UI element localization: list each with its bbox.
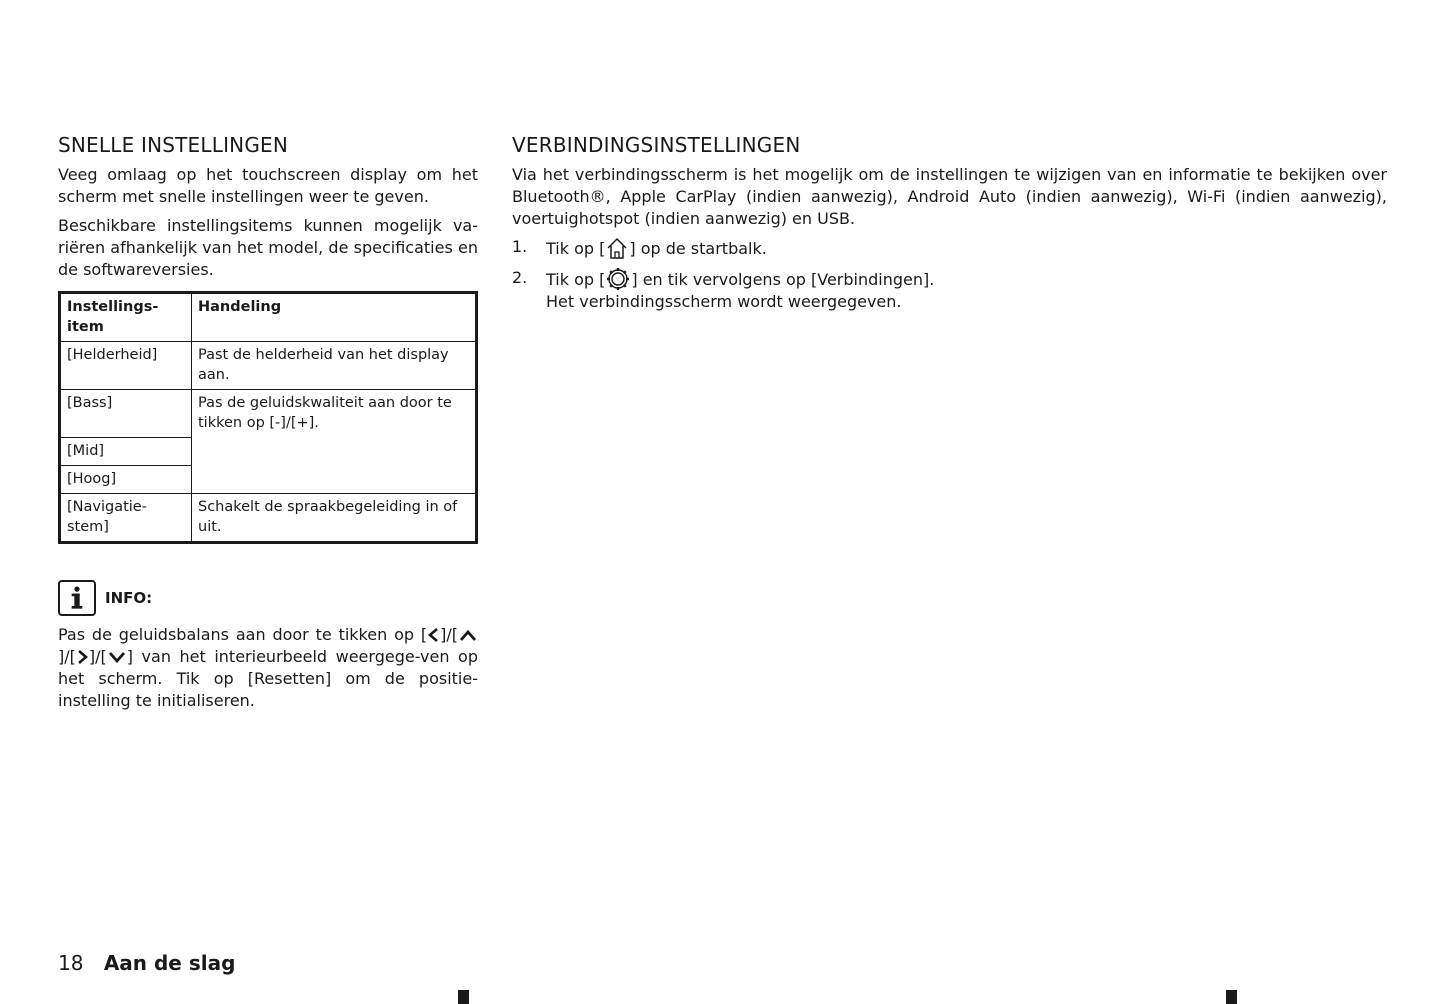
quick-settings-table: [58, 291, 478, 544]
table-header-row: [60, 293, 477, 342]
table-header-item: Instellings-item: [60, 293, 192, 342]
info-text: [58, 624, 478, 712]
connection-settings-intro: Via het verbindingsscherm is het mogelijk om de instellingen te wijzigen van en informatie te bekijken over Bluetooth®, Apple CarPlay (indien aanwezig), Android Auto (indien aanwezig), Wi-Fi (indien aanwezig), voertuighotspot (indien aanwezig) en USB.: [512, 165, 1387, 228]
info-icon: [58, 580, 96, 616]
table-cell-action: Pas de geluidskwaliteit aan door te tikken op [-]/[+].: [192, 390, 477, 494]
arrow-up-icon: [459, 628, 477, 642]
table-cell-item: [Navigatie-stem]: [60, 494, 192, 543]
page-footer: [58, 950, 235, 976]
table-cell-item: [Bass]: [60, 390, 192, 438]
arrow-left-icon: [428, 628, 439, 642]
page-number: 18: [58, 951, 84, 975]
step-number: 2.: [512, 268, 528, 287]
step-text-before: Tik op [: [546, 239, 606, 258]
quick-settings-availability: Beschikbare instellingsitems kunnen mogelijk va-riëren afhankelijk van het model, de specificaties en de softwareversies.: [58, 216, 478, 279]
arrow-down-icon: [108, 650, 126, 664]
quick-settings-intro: Veeg omlaag op het touchscreen display om het scherm met snelle instellingen weer te geven.: [58, 165, 478, 206]
info-text-end: ] van het interieurbeeld weergege-ven op het scherm. Tik op [Resetten] om de positie-instelling te initialiseren.: [58, 647, 478, 710]
step-result: Het verbindingsscherm wordt weergegeven.: [546, 292, 902, 311]
table-cell-action: Schakelt de spraakbegeleiding in of uit.: [192, 494, 477, 543]
chapter-title: Aan de slag: [103, 951, 236, 975]
gear-icon: [606, 267, 630, 291]
step-number: 1.: [512, 237, 528, 256]
steps-list: [512, 236, 1387, 313]
table-header-action: Handeling: [192, 293, 477, 342]
list-item: [512, 236, 1387, 260]
info-separator: ]/[: [58, 647, 76, 666]
crop-mark-left: [458, 990, 469, 1004]
step-text: [546, 236, 767, 260]
table-row: [60, 390, 477, 438]
table-cell-item: [Helderheid]: [60, 342, 192, 390]
info-box-header: [58, 578, 478, 618]
right-column: [512, 132, 1387, 320]
step-text: [546, 267, 934, 313]
table-cell-item: [Hoog]: [60, 466, 192, 494]
left-column: [58, 132, 478, 719]
info-label: INFO:: [105, 589, 153, 607]
table-cell-action: Past de helderheid van het display aan.: [192, 342, 477, 390]
connection-settings-heading: VERBINDINGSINSTELLINGEN: [512, 133, 801, 157]
arrow-right-icon: [77, 650, 88, 664]
table-cell-item: [Mid]: [60, 438, 192, 466]
step-text-after: ] en tik vervolgens op [Verbindingen].: [631, 270, 935, 289]
quick-settings-heading: SNELLE INSTELLINGEN: [58, 133, 289, 157]
table-row: [60, 342, 477, 390]
step-text-after: ] op de startbalk.: [629, 239, 767, 258]
step-text-before: Tik op [: [546, 270, 606, 289]
crop-mark-right: [1226, 990, 1237, 1004]
info-separator: ]/[: [88, 647, 107, 666]
info-separator: ]/[: [440, 625, 458, 644]
list-item: [512, 267, 1387, 313]
table-row: [60, 494, 477, 543]
info-text-start: Pas de geluidsbalans aan door te tikken op [: [58, 625, 428, 644]
home-icon: [606, 236, 628, 260]
